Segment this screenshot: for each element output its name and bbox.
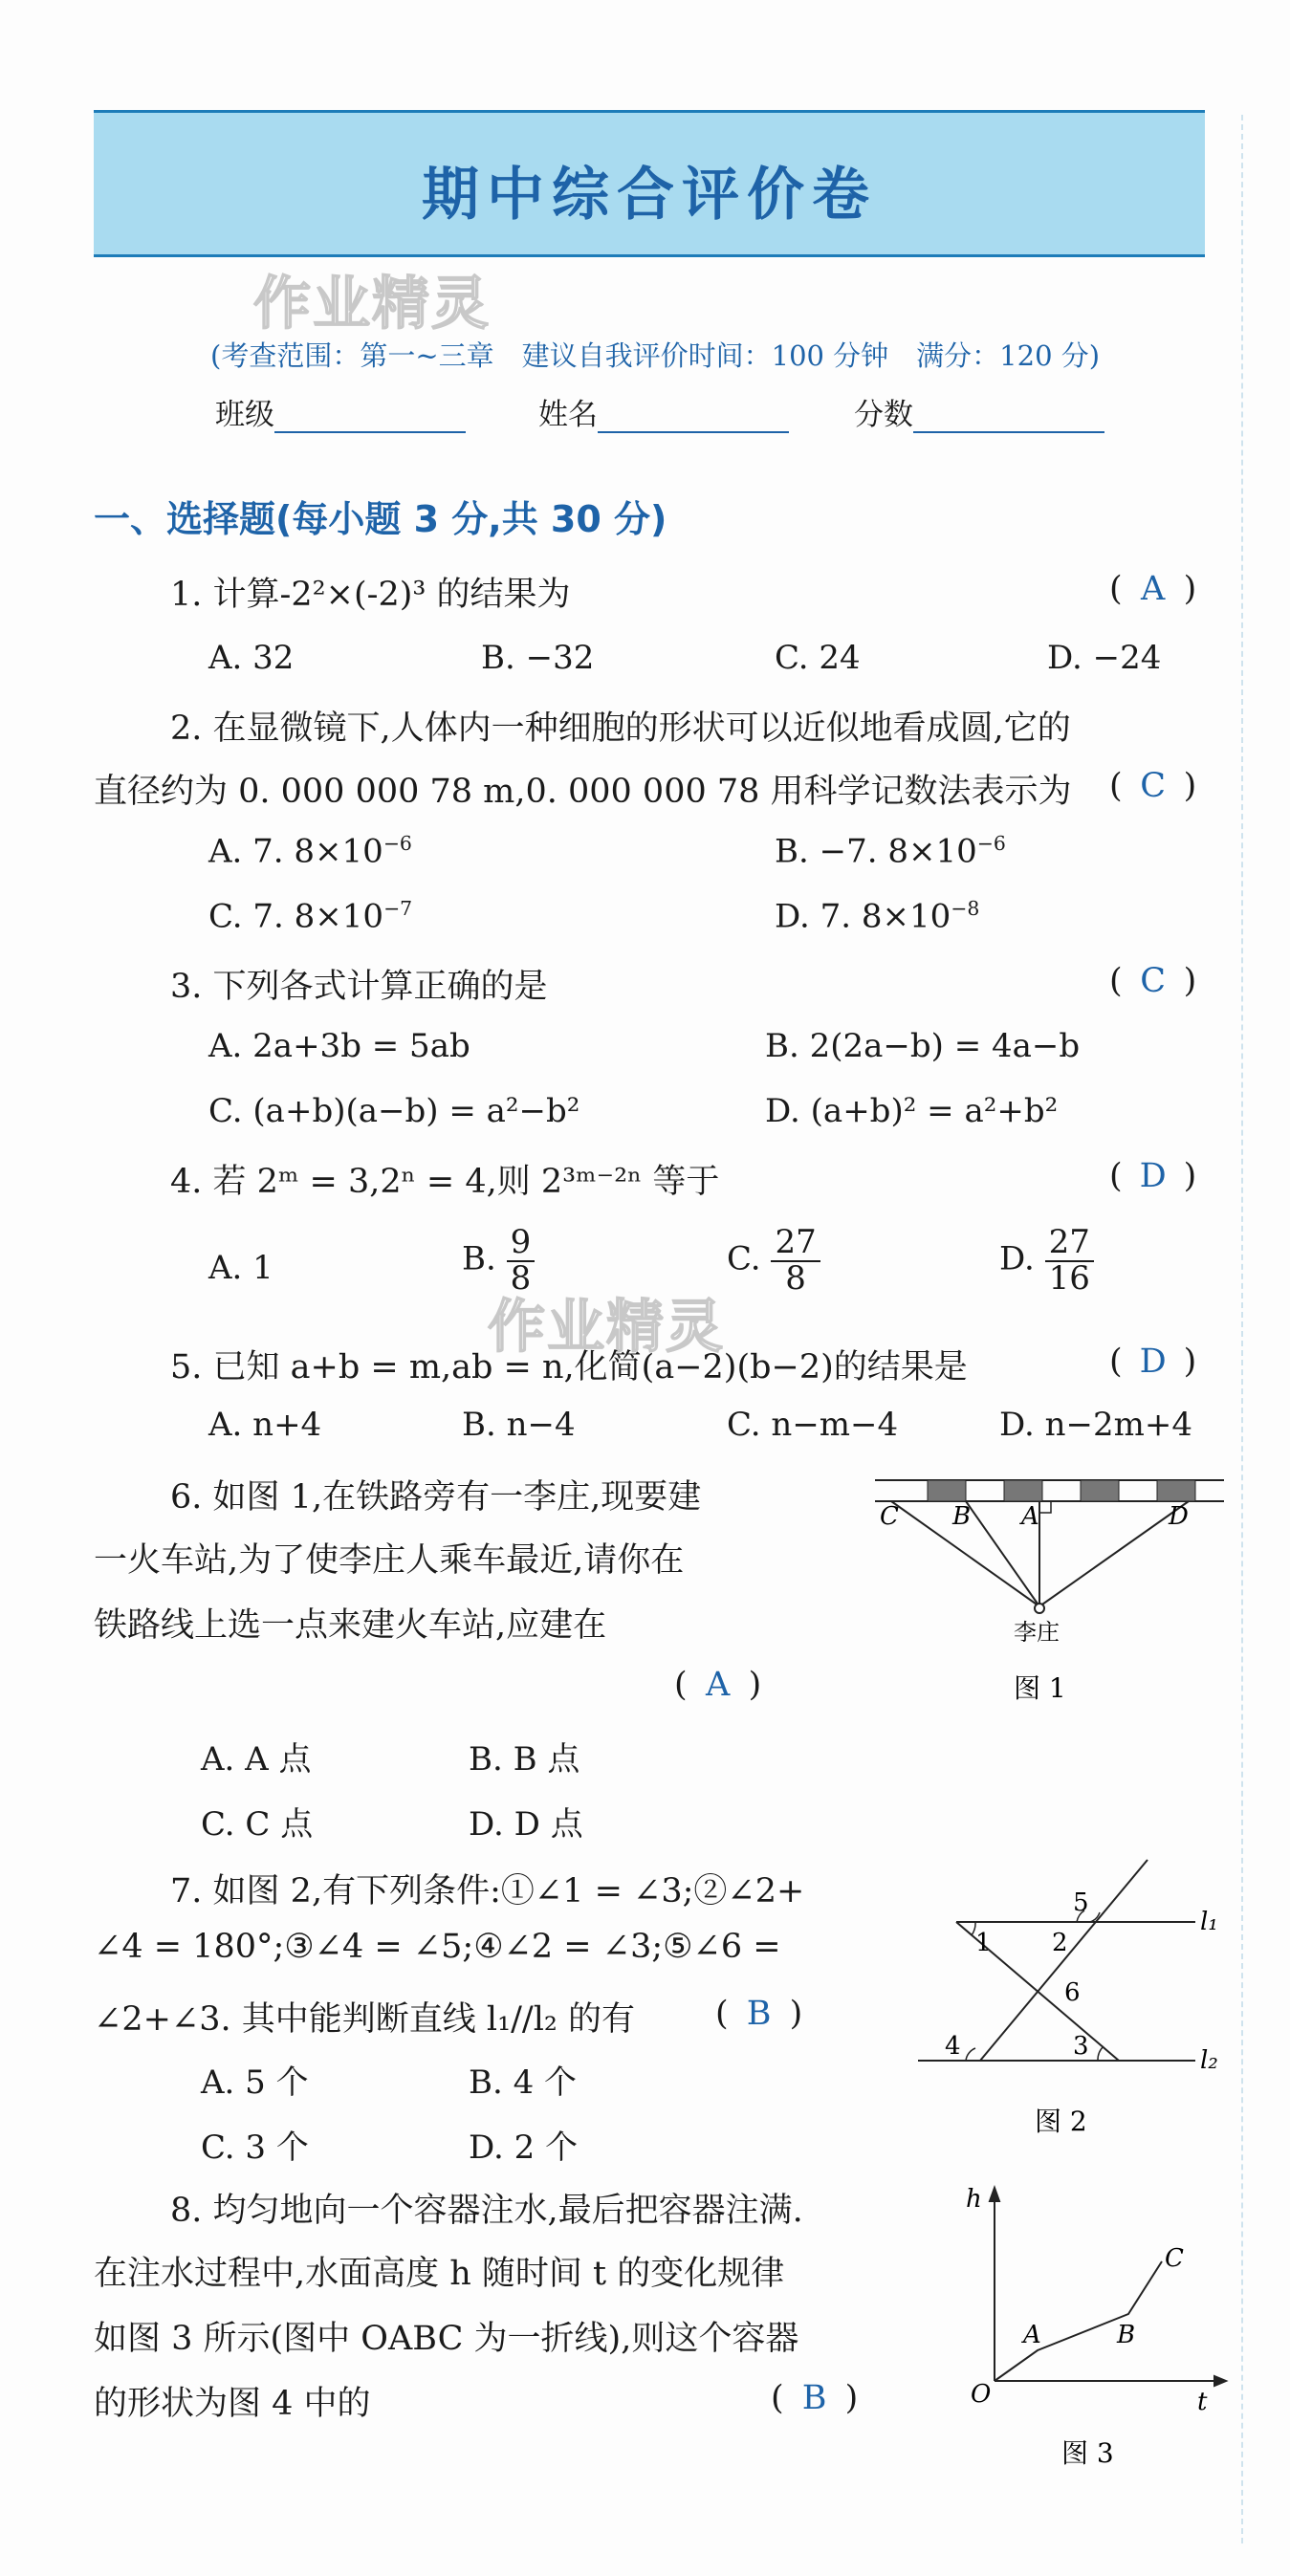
score-label: 分数 [854,398,913,432]
q6-option-d[interactable]: D. D 点 [469,1805,583,1844]
h-axis-arrow [990,2188,999,2201]
name-field[interactable] [538,390,789,433]
q2-option-a[interactable]: A. 7. $8\times 10^{-6}$ [208,832,412,871]
angle-3: 3 [1073,2032,1089,2061]
watermark-top: 作业精灵 [253,271,491,338]
name-blank[interactable] [598,403,789,433]
q2-option-c[interactable]: C. 7. $8\times 10^{-7}$ [208,897,413,936]
q3-option-c[interactable]: C. (a+b)(a−b) = a²−b² [208,1092,580,1130]
q5-option-a[interactable]: A. n+4 [208,1406,322,1444]
q2-answer-value: C [1140,767,1167,805]
q8-answer: ( B ) [771,2379,859,2417]
q3-answer-value: C [1140,962,1167,1000]
question-8-line3: 如图 3 所示(图中 OABC 为一折线),则这个容器 [94,2320,799,2358]
class-label: 班级 [215,398,274,432]
question-6-line1: 6. 如图 1,在铁路旁有一李庄,现要建 [170,1478,702,1517]
q3-answer: ( C ) [1109,962,1197,1000]
q4-option-b-fraction: $\frac{9}{8}$ [507,1226,536,1296]
q5-option-c[interactable]: C. n−m−4 [727,1406,899,1444]
angle-1: 1 [975,1929,992,1957]
question-6-line3: 铁路线上选一点来建火车站,应建在 [94,1606,607,1645]
q7-answer: ( B ) [715,1995,803,2033]
label-b: B [952,1502,972,1531]
q1-answer-value: A [1141,570,1166,608]
class-field[interactable] [215,390,466,433]
q4-option-c-fraction: $\frac{27}{8}$ [771,1226,820,1296]
question-2-line2: 直径约为 0. 000 000 78 m,0. 000 000 78 用科学记数法表示为 [94,773,1072,811]
q3-option-d[interactable]: D. (a+b)² = a²+b² [765,1092,1059,1130]
q1-option-d[interactable]: D. −24 [1047,639,1162,677]
q3-option-b[interactable]: B. 2(2a−b) = 4a−b [765,1027,1081,1065]
q2-option-b[interactable]: B. −7. $8\times 10^{-6}$ [775,832,1006,871]
q5-answer-value: D [1139,1343,1167,1381]
question-8-line1: 8. 均匀地向一个容器注水,最后把容器注满. [170,2192,803,2230]
c-label: C [1165,2244,1184,2273]
q7-option-b[interactable]: B. 4 个 [469,2063,578,2102]
q6-answer-value: A [706,1666,731,1704]
angle-4: 4 [945,2032,961,2061]
figure-3-axes [990,2188,1226,2386]
question-1 [170,568,571,616]
connecting-lines [891,1501,1189,1606]
figure-3 [956,2180,1234,2477]
label-d: D [1169,1502,1189,1531]
title-banner [94,110,1205,257]
q1-number: 1. [170,576,203,614]
t-label: t [1197,2388,1208,2416]
village-point [1035,1604,1044,1613]
q6-answer: ( A ) [674,1666,762,1704]
railway-sleepers [928,1480,1195,1501]
watermark-middle: 作业精灵 [488,1294,725,1361]
figure-3-caption: 图 3 [1061,2437,1114,2469]
question-7-line2: ∠4 = 180°;③∠4 = ∠5;④∠2 = ∠3;⑤∠6 = [94,1928,781,1966]
question-3: 3. 下列各式计算正确的是 [170,968,548,1006]
q6-option-b[interactable]: B. B 点 [469,1740,580,1779]
q7-option-a[interactable]: A. 5 个 [201,2063,309,2102]
q7-option-d[interactable]: D. 2 个 [469,2128,579,2167]
figure-1-caption: 图 1 [1014,1672,1066,1702]
score-blank[interactable] [913,403,1104,433]
oabc-polyline [995,2261,1162,2381]
q5-option-d[interactable]: D. n−2m+4 [999,1406,1193,1444]
q6-option-c[interactable]: C. C 点 [201,1805,314,1844]
village-label: 李庄 [1014,1619,1060,1646]
q1-option-c[interactable]: C. 24 [775,639,861,677]
figure-2 [908,1855,1234,2142]
right-angle-mark [1039,1501,1051,1513]
q8-answer-value: B [801,2379,827,2417]
q4-option-d-fraction: $\frac{27}{16}$ [1045,1226,1094,1296]
score-field[interactable] [854,390,1104,433]
t-axis-arrow [1214,2376,1226,2386]
q2-answer: ( C ) [1109,767,1197,805]
label-a: A [1021,1502,1039,1531]
q5-answer: ( D ) [1109,1343,1197,1381]
exam-meta: (考查范围：第一~三章 建议自我评价时间：100 分钟 满分：120 分) [210,339,1101,372]
line-l1-label: l₁ [1200,1908,1218,1936]
angle-5: 5 [1073,1888,1089,1917]
angle-6: 6 [1064,1978,1081,2007]
page-title: 期中综合评价卷 [422,162,877,229]
q3-option-a[interactable]: A. 2a+3b = 5ab [208,1027,470,1065]
page-edge-decoration [1241,115,1272,2543]
question-8-line2: 在注水过程中,水面高度 h 随时间 t 的变化规律 [94,2255,785,2293]
transversal-2 [980,1860,1148,2061]
q4-answer: ( D ) [1109,1157,1197,1195]
q1-option-a[interactable]: A. 32 [208,639,295,677]
q6-option-a[interactable]: A. A 点 [201,1740,312,1779]
q7-answer-value: B [746,1995,772,2033]
figure-2-lines [918,1860,1195,2061]
question-7-line3: ∠2+∠3. 其中能判断直线 l₁//l₂ 的有 [94,2000,636,2039]
figure-1 [870,1463,1234,1702]
figure-2-caption: 图 2 [1035,2106,1087,2137]
q5-option-b[interactable]: B. n−4 [462,1406,576,1444]
q4-option-c[interactable]: C. $\frac{27}{8}$ [727,1226,820,1296]
q1-option-b[interactable]: B. −32 [481,639,595,677]
q2-option-d[interactable]: D. 7. $8\times 10^{-8}$ [775,897,980,936]
question-8-line4: 的形状为图 4 中的 [94,2385,371,2423]
section-title: 一、选择题(每小题 3 分,共 30 分) [94,498,667,540]
q1-text: 计算-2²×(-2)³ 的结果为 [212,576,571,614]
angle-2: 2 [1052,1929,1068,1957]
h-label: h [966,2185,982,2214]
q4-answer-value: D [1139,1157,1167,1195]
o-label: O [971,2380,992,2409]
class-blank[interactable] [274,403,466,433]
b-label: B [1117,2321,1136,2349]
question-2-line1: 2. 在显微镜下,人体内一种细胞的形状可以近似地看成圆,它的 [170,709,1071,748]
a-label: A [1023,2321,1041,2349]
q1-answer: ( A ) [1109,570,1197,608]
q4-option-a[interactable]: A. 1 [208,1249,273,1287]
name-label: 姓名 [538,398,598,432]
q4-option-d[interactable]: D. $\frac{27}{16}$ [999,1226,1094,1296]
question-7-line1: 7. 如图 2,有下列条件:①∠1 = ∠3;②∠2+ [170,1872,805,1910]
q7-option-c[interactable]: C. 3 个 [201,2128,309,2167]
question-5: 5. 已知 a+b = m,ab = n,化简(a−2)(b−2)的结果是 [170,1348,968,1386]
line-l2-label: l₂ [1200,2046,1218,2075]
label-c: C [880,1502,899,1531]
question-4: 4. 若 2ᵐ = 3,2ⁿ = 4,则 2³ᵐ⁻²ⁿ 等于 [170,1163,720,1201]
question-6-line2: 一火车站,为了使李庄人乘车最近,请你在 [94,1541,685,1580]
q4-option-b[interactable]: B. $\frac{9}{8}$ [462,1226,535,1296]
